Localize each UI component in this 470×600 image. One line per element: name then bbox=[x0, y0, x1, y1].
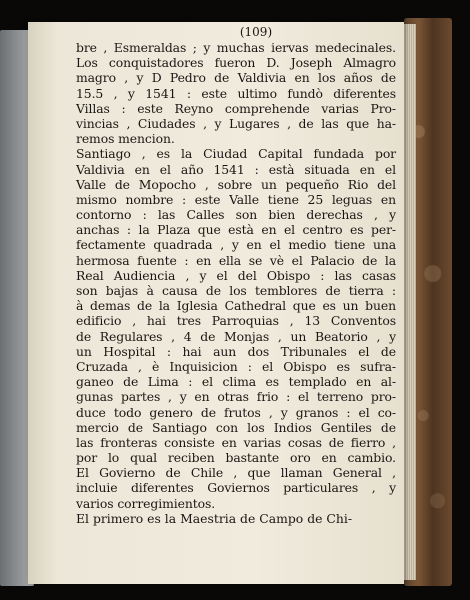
text-line: duce todo genero de frutos , y granos : el co- bbox=[76, 404, 396, 420]
text-line: son bajas à causa de los temblores de tierra : bbox=[76, 283, 396, 298]
text-line: Cruzada , è Inquisicion : el Obispo es sufra- bbox=[76, 358, 396, 374]
text-line: por lo qual reciben bastante oro en cambio. bbox=[76, 450, 396, 466]
text-line: anchas : la Plaza que està en el centro es per- bbox=[76, 222, 396, 238]
text-line: Santiago , es la Ciudad Capital fundada por bbox=[76, 146, 396, 162]
text-line: Los conquistadores fueron D. Joseph Almagro bbox=[76, 55, 396, 71]
text-line: bre , Esmeraldas ; y muchas iervas medecinales. bbox=[76, 40, 396, 55]
text-line: varios corregimientos. bbox=[76, 495, 216, 511]
text-line: contorno : las Calles son bien derechas , y bbox=[76, 207, 396, 223]
text-line: gunas partes , y en otras frio : el terreno pro- bbox=[76, 389, 396, 405]
text-line: Valdivia en el año 1541 : està situada en el bbox=[76, 161, 396, 177]
text-line: remos mencion. bbox=[76, 131, 175, 147]
text-line: à demas de la Iglesia Cathedral que es un buen bbox=[76, 298, 396, 314]
page-number: (109) bbox=[239, 25, 273, 39]
text-line: Real Audiencia , y el del Obispo : las casas bbox=[76, 267, 396, 283]
text-line: mercio de Santiago con los Indios Gentiles de bbox=[76, 419, 396, 435]
text-line: Valle de Mopocho , sobre un pequeño Rio del bbox=[76, 176, 396, 192]
text-line: El Govierno de Chile , que llaman General , bbox=[76, 465, 396, 481]
text-line: hermosa fuente : en ella se vè el Palacio de la bbox=[76, 252, 396, 268]
text-line: vincias , Ciudades , y Lugares , de las que ha- bbox=[76, 115, 396, 131]
text-line: mismo nombre : este Valle tiene 25 leguas en bbox=[76, 191, 396, 207]
text-line: 15.5 , y 1541 : este ultimo fundò diferentes bbox=[76, 85, 396, 101]
text-line: fectamente quadrada , y en el medio tiene una bbox=[76, 237, 396, 253]
text-line: magro , y D Pedro de Valdivia en los años de bbox=[76, 70, 396, 86]
catchline: El primero es la Maestria de Campo de Chi- bbox=[76, 510, 353, 526]
text-line: las fronteras consiste en varias cosas de fierro , bbox=[76, 434, 396, 450]
text-line: Villas : este Reyno comprehende varias Pro- bbox=[76, 100, 396, 116]
page-text-block bbox=[76, 24, 396, 526]
text-line: edificio , hai tres Parroquias , 13 Conventos bbox=[76, 313, 396, 329]
text-line: un Hospital : hai aun dos Tribunales el de bbox=[76, 343, 396, 359]
text-line: incluie diferentes Goviernos particulares , y bbox=[76, 480, 396, 496]
text-line: ganeo de Lima : el clima es templado en al- bbox=[76, 374, 396, 390]
book-page bbox=[28, 22, 404, 584]
text-line: de Regulares , 4 de Monjas , un Beatorio , y bbox=[76, 328, 396, 344]
